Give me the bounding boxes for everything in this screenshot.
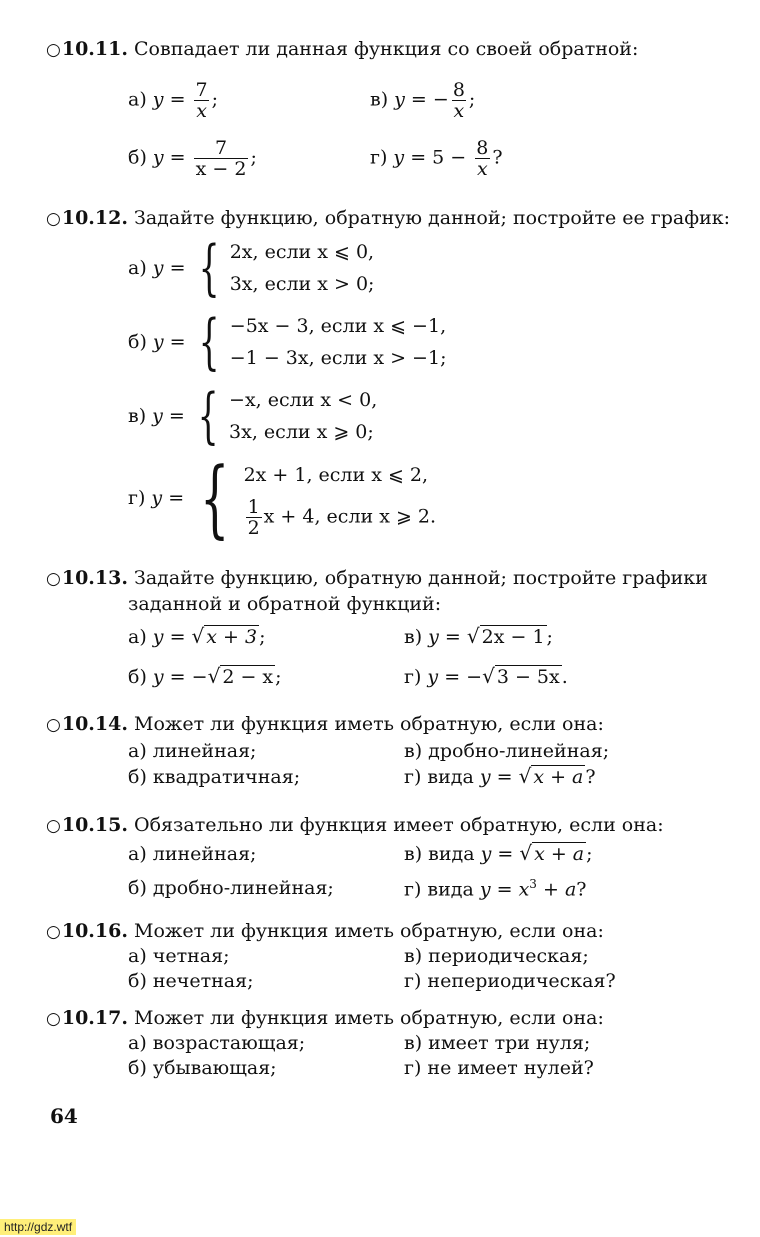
fraction: $\frac{1}{2}$	[247, 495, 260, 539]
item-10-11-g: г) y = 5 − $\frac{8}{x}$ ?	[370, 137, 503, 180]
problem-number: ○10.11.	[46, 38, 128, 60]
problem-text: Может ли функция иметь обратную, если она:	[134, 920, 604, 942]
problem-10-17-heading	[46, 1007, 604, 1029]
problem-10-14-heading	[46, 713, 604, 735]
item-10-17-b: б) убывающая;	[128, 1057, 277, 1079]
item-10-16-v: в) периодическая;	[404, 945, 589, 967]
item-10-12-b: б) y = { −5x − 3, если x ⩽ −1, −1 − 3x, если x > −1;	[128, 307, 447, 377]
fraction: $\frac{8}{x}$	[452, 79, 465, 122]
problem-10-13-text-line2: заданной и обратной функций:	[128, 593, 442, 615]
problem-10-11-heading	[46, 38, 638, 60]
brace-icon: {	[198, 307, 220, 377]
item-10-15-a: а) линейная;	[128, 843, 257, 865]
item-10-17-v: в) имеет три нуля;	[404, 1032, 591, 1054]
page-number: 64	[50, 1104, 78, 1128]
problem-text: Совпадает ли данная функция со своей обратной:	[134, 38, 639, 60]
item-10-15-b: б) дробно-линейная;	[128, 877, 334, 899]
item-10-17-a: а) возрастающая;	[128, 1032, 306, 1054]
item-10-11-a: а) y = $\frac{7}{x}$ ;	[128, 79, 219, 122]
fraction: $\frac{8}{x}$	[476, 137, 489, 180]
footer-link[interactable]: http://gdz.wtf	[0, 1219, 76, 1235]
item-10-13-b: б) y = −√ 2 − x ;	[128, 664, 282, 688]
problem-number: ○10.12.	[46, 207, 128, 229]
item-10-11-b: б) y = $\frac{7}{x - 2}$ ;	[128, 137, 257, 180]
item-10-16-g: г) непериодическая?	[404, 970, 616, 992]
fraction: $\frac{7}{x}$	[195, 79, 208, 122]
item-10-14-a: а) линейная;	[128, 740, 257, 762]
item-10-16-b: б) нечетная;	[128, 970, 254, 992]
problem-text: Обязательно ли функция имеет обратную, если она:	[134, 814, 664, 836]
item-10-12-g: г) y = { 2x + 1, если x ⩽ 2, $\frac{1}{2}$ x + 4, если x ⩾ 2.	[128, 449, 437, 547]
item-10-14-v: в) дробно-линейная;	[404, 740, 610, 762]
problem-text: Может ли функция иметь обратную, если она:	[134, 713, 604, 735]
problem-10-13-heading	[46, 567, 708, 589]
problem-number: ○10.13.	[46, 567, 128, 589]
item-10-16-a: а) четная;	[128, 945, 230, 967]
problem-text: Задайте функцию, обратную данной; постройте ее график:	[134, 207, 731, 229]
problem-10-12-heading	[46, 207, 730, 229]
problem-text: Задайте функцию, обратную данной; постройте графики	[134, 567, 708, 589]
brace-icon: {	[200, 449, 230, 547]
problem-text: Может ли функция иметь обратную, если она:	[134, 1007, 604, 1029]
brace-icon: {	[197, 381, 219, 451]
item-10-11-v: в) y = − $\frac{8}{x}$ ;	[370, 79, 476, 122]
item-10-17-g: г) не имеет нулей?	[404, 1057, 594, 1079]
item-10-12-v: в) y = { −x, если x < 0, 3x, если x ⩾ 0;	[128, 381, 378, 451]
problem-number: ○10.14.	[46, 713, 128, 735]
problem-number: ○10.17.	[46, 1007, 128, 1029]
item-10-13-a: а) y = √ x + 3 ;	[128, 624, 266, 648]
item-10-15-v: в) вида y = √ x + a ;	[404, 841, 593, 865]
problem-10-15-heading	[46, 814, 664, 836]
item-10-14-b: б) квадратичная;	[128, 766, 301, 788]
problem-10-16-heading	[46, 920, 604, 942]
item-10-13-g: г) y = −√ 3 − 5x .	[404, 664, 568, 688]
item-10-14-g: г) вида y = √ x + a ?	[404, 764, 596, 788]
problem-number: ○10.16.	[46, 920, 128, 942]
brace-icon: {	[198, 233, 220, 303]
item-10-12-a: а) y = { 2x, если x ⩽ 0, 3x, если x > 0;	[128, 233, 375, 303]
item-10-13-v: в) y = √ 2x − 1 ;	[404, 624, 553, 648]
fraction: $\frac{7}{x - 2}$	[195, 137, 247, 180]
item-10-15-g: г) вида $y = x^3 + a$?	[404, 877, 587, 901]
problem-number: ○10.15.	[46, 814, 128, 836]
